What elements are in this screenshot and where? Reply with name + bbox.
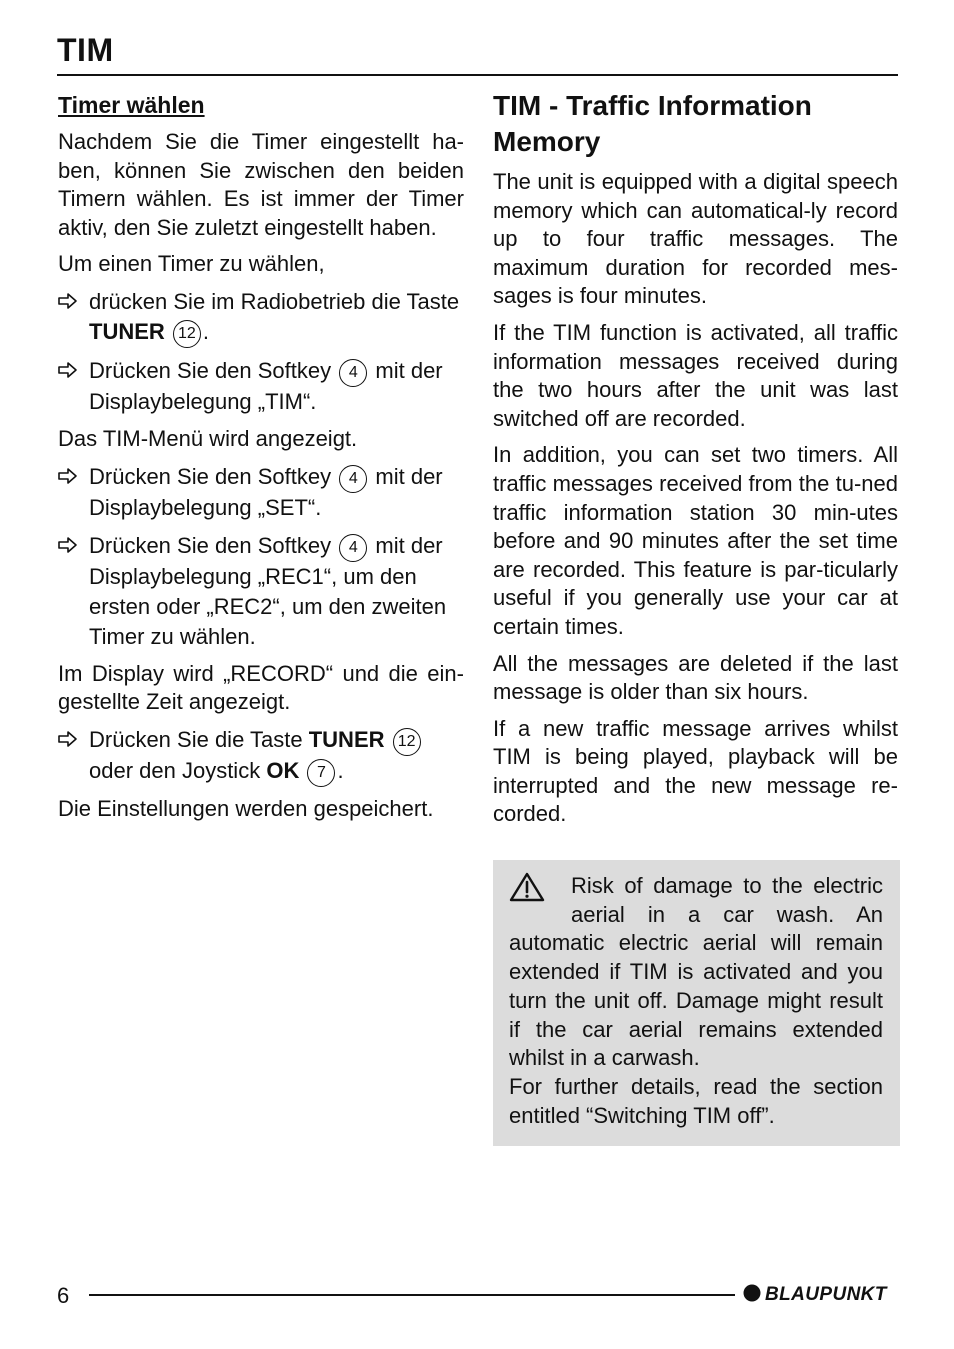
- step-text-after: mit der Displaybelegung „TIM“.: [89, 357, 443, 414]
- section-heading: TIM - Traffic Information Memory: [493, 90, 812, 157]
- callout-number: 4: [339, 465, 367, 493]
- warning-triangle-icon: [509, 872, 545, 907]
- section-subheading: Timer wählen: [58, 92, 205, 118]
- key-label: OK: [266, 757, 300, 783]
- key-label: TUNER: [308, 726, 385, 752]
- callout-number: 12: [393, 728, 421, 756]
- intro-paragraph: Nachdem Sie die Timer eingestellt ha-ben, können Sie zwischen den beiden Timern wählen. Es ist immer der Timer aktiv, den Sie zuletzt eingestellt haben.: [58, 129, 464, 240]
- step-text-after: mit der Displaybelegung „SET“.: [89, 463, 443, 520]
- body-paragraph: If a new traffic message arrives whilst TIM is being played, playback will be interrupted and the new message re-corded.: [493, 715, 898, 827]
- step-text-after: mit der Displaybelegung „REC1“, um den ersten oder „REC2“, um den zweiten Timer zu wählen.: [89, 532, 447, 649]
- callout-number: 12: [173, 320, 201, 348]
- lead-paragraph: Um einen Timer zu wählen,: [58, 251, 325, 277]
- callout-number: 4: [339, 359, 367, 387]
- callout-number: 7: [307, 759, 335, 787]
- step-item: [58, 725, 464, 787]
- body-paragraph: All the messages are deleted if the last message is older than six hours.: [493, 650, 898, 705]
- page-title: TIM: [57, 32, 114, 68]
- arrow-right-icon: [58, 356, 89, 417]
- step-text: Drücken Sie den Softkey: [89, 532, 332, 558]
- warning-box: [493, 860, 900, 1146]
- step-end: .: [337, 757, 344, 783]
- left-column: [58, 90, 464, 831]
- arrow-right-icon: [58, 531, 89, 652]
- step-text: Drücken Sie die Taste: [89, 726, 303, 752]
- step-text: Drücken Sie den Softkey: [89, 357, 332, 383]
- step-item: [58, 356, 464, 417]
- brand-dot-icon: [743, 1284, 761, 1307]
- step-end: .: [202, 318, 210, 344]
- arrow-right-icon: [58, 287, 89, 348]
- arrow-right-icon: [58, 725, 89, 787]
- step-text: drücken Sie im Radiobetrieb die Taste: [89, 288, 460, 314]
- step-text-mid: oder den Joystick: [89, 757, 261, 783]
- body-paragraph: In addition, you can set two timers. All traffic messages received from the tu-ned traffic information station 30 min-utes before and 90 minutes after the set time are recorded. This feature is par-ticularly useful if you generally use your car at certain times.: [493, 442, 898, 639]
- warning-text: Risk of damage to the electric aerial in a car wash. An automatic electric aerial will remain extended if TIM is activated and you turn the unit off. Damage might result if the car aerial remains extended whilst in a carwash.: [509, 873, 883, 1071]
- note-paragraph: Im Display wird „RECORD“ und die ein-gestellte Zeit angezeigt.: [58, 660, 464, 715]
- step-item: [58, 462, 464, 523]
- note-paragraph: Die Einstellungen werden gespeichert.: [58, 795, 434, 821]
- warning-more: For further details, read the section entitled “Switching TIM off”.: [509, 1073, 883, 1128]
- step-item: [58, 287, 464, 348]
- key-label: TUNER: [89, 318, 165, 344]
- body-paragraph: If the TIM function is activated, all traffic information messages received during the two hours after the unit was last switched off are recorded.: [493, 319, 898, 431]
- note-paragraph: Das TIM-Menü wird angezeigt.: [58, 425, 358, 451]
- footer-divider: [89, 1294, 735, 1296]
- right-column: [493, 88, 898, 837]
- callout-number: 4: [339, 534, 367, 562]
- step-item: [58, 531, 464, 652]
- brand-logo: [743, 1282, 887, 1308]
- title-divider: [57, 74, 898, 76]
- step-text: Drücken Sie den Softkey: [89, 463, 332, 489]
- arrow-right-icon: [58, 462, 89, 523]
- brand-name: BLAUPUNKT: [765, 1284, 887, 1305]
- body-paragraph: The unit is equipped with a digital speech memory which can automatical-ly record up to four traffic messages. The maximum duration for recorded mes-sages is four minutes.: [493, 169, 898, 309]
- page-number: 6: [57, 1283, 70, 1308]
